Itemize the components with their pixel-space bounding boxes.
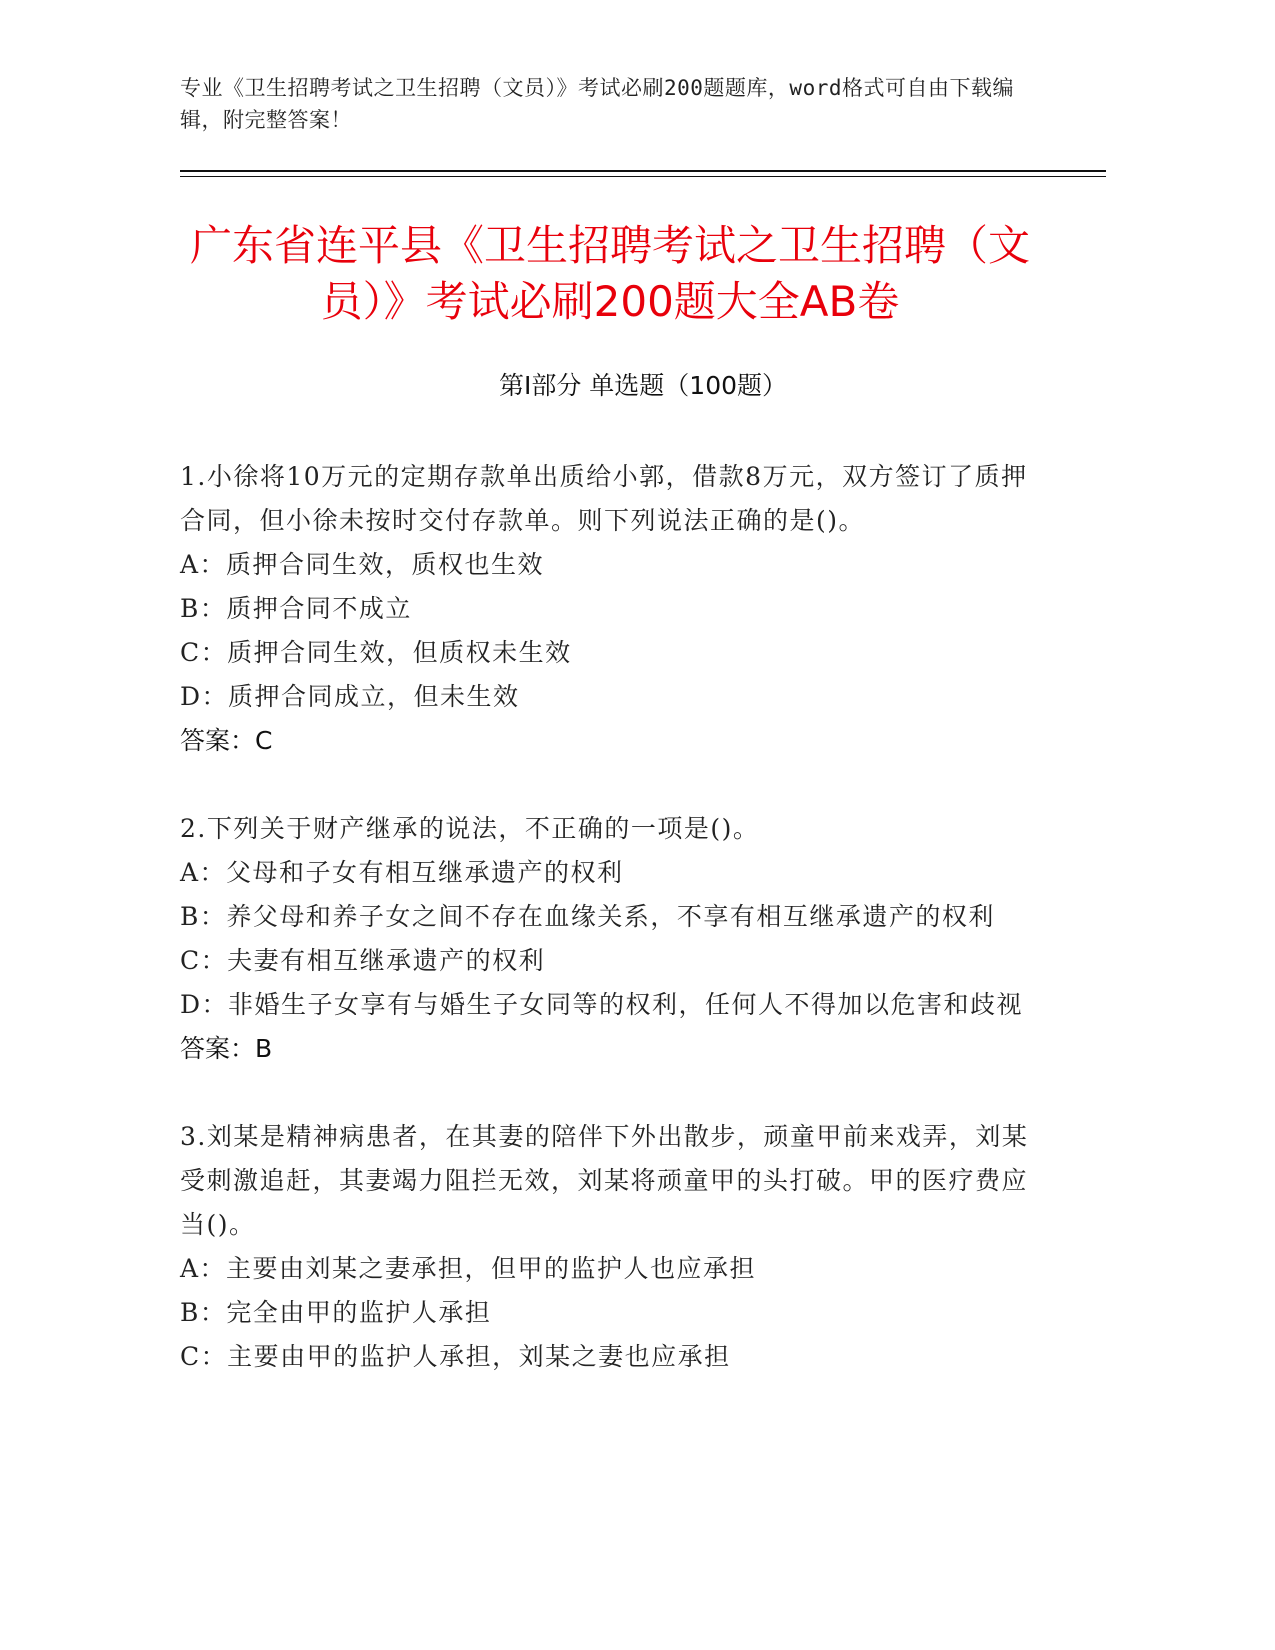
option-b: B：完全由甲的监护人承担	[180, 1298, 492, 1327]
option-b: B：养父母和养子女之间不存在血缘关系，不享有相互继承遗产的权利	[180, 902, 995, 931]
document-title: 广东省连平县《卫生招聘考试之卫生招聘（文员）》考试必刷200题大全AB卷	[189, 221, 1030, 326]
question-2	[180, 807, 1040, 1071]
header-divider-thick	[180, 170, 1106, 172]
option-a: A：质押合同生效，质权也生效	[180, 550, 545, 579]
option-a: A：父母和子女有相互继承遗产的权利	[180, 858, 624, 887]
option-d: D：非婚生子女享有与婚生子女同等的权利，任何人不得加以危害和歧视	[180, 990, 1024, 1019]
header-note: 专业《卫生招聘考试之卫生招聘（文员）》考试必刷200题题库，word格式可自由下载编辑，附完整答案！	[180, 76, 1014, 132]
question-list	[180, 455, 1040, 1423]
answer: 答案：B	[180, 1034, 273, 1063]
answer: 答案：C	[180, 726, 273, 755]
option-c: C：夫妻有相互继承遗产的权利	[180, 946, 546, 975]
question-stem: 3.刘某是精神病患者，在其妻的陪伴下外出散步，顽童甲前来戏弄，刘某受刺激追赶，其妻竭力阻拦无效，刘某将顽童甲的头打破。甲的医疗费应当()。	[180, 1122, 1029, 1239]
option-a: A：主要由刘某之妻承担，但甲的监护人也应承担	[180, 1254, 757, 1283]
option-d: D：质押合同成立，但未生效	[180, 682, 520, 711]
section-title: 第Ⅰ部分 单选题（100题）	[498, 371, 788, 400]
header-divider-thin	[180, 176, 1106, 177]
option-c: C：主要由甲的监护人承担，刘某之妻也应承担	[180, 1342, 731, 1371]
option-c: C：质押合同生效，但质权未生效	[180, 638, 572, 667]
question-stem: 1.小徐将10万元的定期存款单出质给小郭，借款8万元，双方签订了质押合同，但小徐未按时交付存款单。则下列说法正确的是()。	[180, 462, 1028, 535]
question-1	[180, 455, 1040, 763]
option-b: B：质押合同不成立	[180, 594, 412, 623]
question-stem: 2.下列关于财产继承的说法，不正确的一项是()。	[180, 814, 760, 843]
question-3	[180, 1115, 1040, 1379]
